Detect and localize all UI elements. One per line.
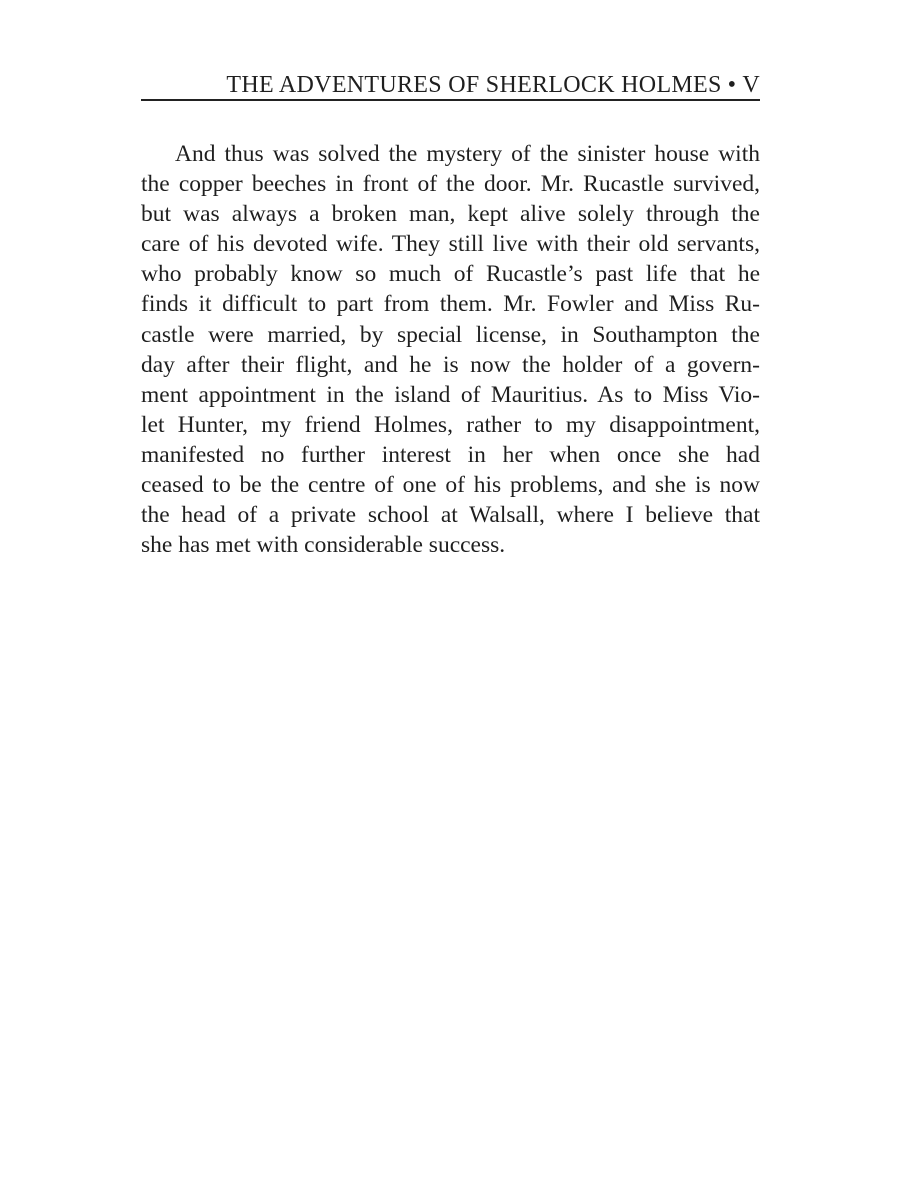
text-line: the copper beeches in front of the door. Mr. Rucastle survived, — [141, 171, 760, 198]
text-line: ceased to be the centre of one of his problems, and she is now — [141, 472, 760, 499]
running-header-text — [226, 71, 760, 99]
text-line: let Hunter, my friend Holmes, rather to my disappointment, — [141, 411, 760, 438]
text-line: And thus was solved the mystery of the sinister house with — [175, 141, 760, 167]
text-line: who probably know so much of Rucastle’s past life that he — [141, 261, 760, 288]
text-line: she has met with considerable success. — [141, 532, 506, 559]
section-number: V — [742, 72, 760, 98]
bullet-separator: • — [727, 72, 737, 98]
text-line: finds it difficult to part from them. Mr. Fowler and Miss Ru- — [141, 291, 760, 318]
text-line: castle were married, by special license, in Southampton the — [141, 321, 760, 348]
body-paragraph — [141, 139, 760, 560]
text-line: care of his devoted wife. They still live with their old servants, — [141, 231, 760, 258]
text-line: ment appointment in the island of Mauritius. As to Miss Vio- — [141, 381, 760, 408]
text-line: day after their flight, and he is now the holder of a govern- — [141, 351, 760, 378]
text-line: but was always a broken man, kept alive solely through the — [141, 201, 760, 228]
book-title: THE ADVENTURES OF SHERLOCK HOLMES — [226, 72, 722, 98]
text-line: manifested no further interest in her when once she had — [141, 441, 760, 468]
text-line: the head of a private school at Walsall, where I believe that — [141, 502, 760, 529]
running-header — [141, 71, 760, 101]
